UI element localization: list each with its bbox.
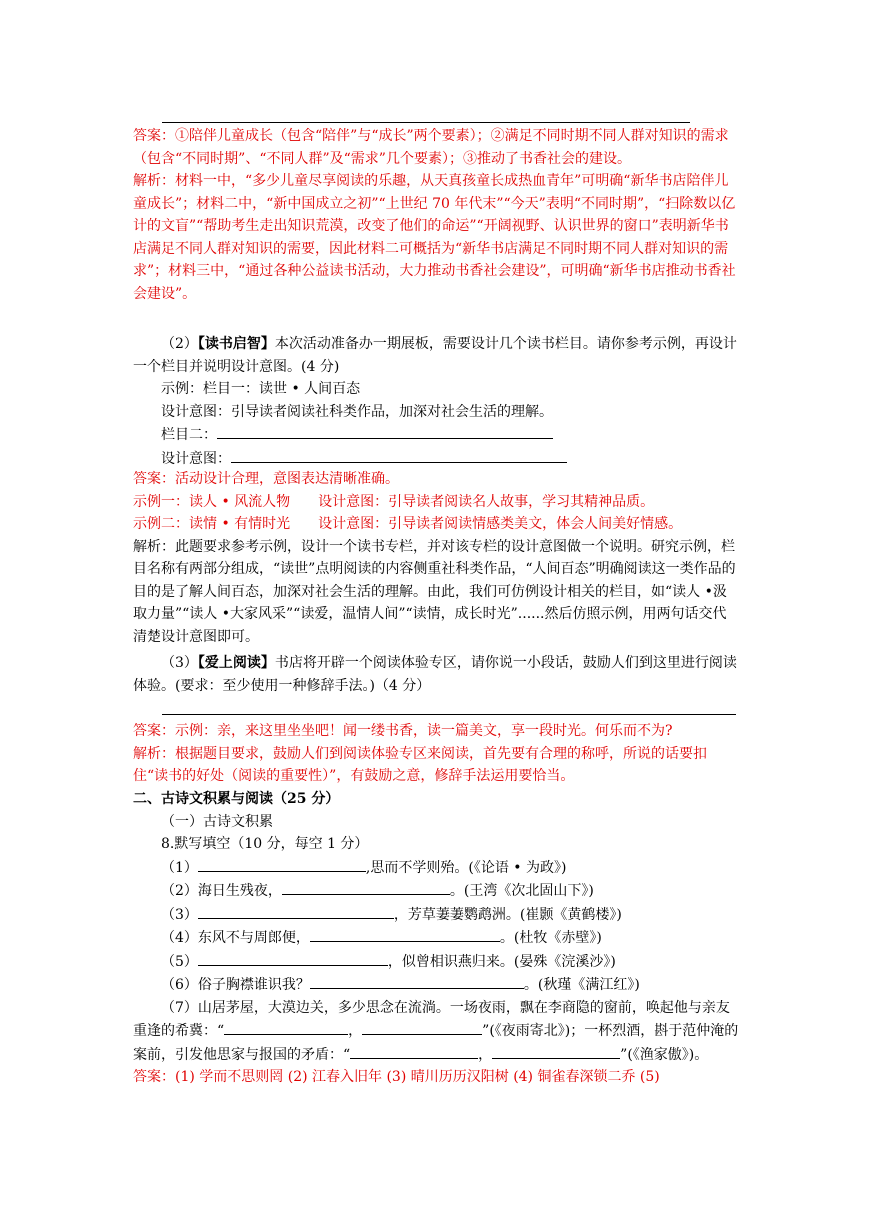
fill-item-7: （7）山居茅屋，大漠边关，多少思念在流淌。一场夜雨，飘在李商隐的窗前，唤起他与亲友重逢的希冀：“ ， ”(《夜雨寄北》)；一杯烈酒，斟于范仲淹的案前，引发他思家与报国的矛盾：“ ， ”(《渔家傲》)。 xyxy=(133,999,739,1063)
question-2-block xyxy=(133,333,739,470)
answer-3-text: 答案：示例：亲，来这里坐坐吧！闻一缕书香，读一篇美文，享一段时光。何乐而不为? xyxy=(133,723,673,739)
question-2-prompt: （2）【读书启智】本次活动准备办一期展板，需要设计几个读书栏目。请你参考示例，再设计一个栏目并说明设计意图。(4 分) xyxy=(133,336,737,375)
column-two-field: 栏目二： xyxy=(133,423,739,447)
answer-line xyxy=(162,122,690,123)
answer-1-block xyxy=(133,125,739,305)
fill-blank-3[interactable] xyxy=(198,903,394,919)
analysis-3-text: 解析：根据题目要求，鼓励人们到阅读体验专区来阅读，首先要有合理的称呼，所说的话要扣住“读书的好处（阅读的重要性）”，有鼓励之意，修辞手法运用要恰当。 xyxy=(133,745,707,784)
question-3-block xyxy=(133,652,739,697)
fill-blank-7d[interactable] xyxy=(492,1043,620,1059)
fill-blank-4[interactable] xyxy=(310,926,500,942)
answer-2-block xyxy=(133,468,739,648)
answer-2-text: 答案：活动设计合理，意图表达清晰准确。 xyxy=(133,471,399,487)
fill-blank-7c[interactable] xyxy=(350,1043,478,1059)
fill-item-3: （3） ，芳草萋萋鹦鹉洲。(崔颢《黄鹤楼》) xyxy=(133,903,739,927)
fill-blank-1[interactable] xyxy=(198,856,366,872)
question-3-prompt: （3）【爱上阅读】书店将开辟一个阅读体验专区，请你说一小段话，鼓励人们到这里进行阅读体验。(要求：至少使用一种修辞手法。)（4 分） xyxy=(133,655,737,694)
analysis-1-text: 解析：材料一中，“多少儿童尽享阅读的乐趣，从天真孩童长成热血青年”可明确“新华书店陪伴儿童成长”；材料二中，“新中国成立之初”“上世纪 70 年代末”“今天”表明“不同时期”，“扫除数以亿计的文盲”“帮助考生走出知识荒漠，改变了他们的命运”“开阔视野、认识世界的窗口”表明新华书店满足不同人群对知识的需要，因此材料二可概括为“新华书店满足不同时期不同人群对知识的需求”；材料三中，“通过各种公益读书活动，大力推动书香社会建设”，可明确“新华书店推动书香社会建设”。 xyxy=(133,173,736,302)
intent-field: 设计意图： xyxy=(133,447,739,471)
answer-3-block xyxy=(133,720,739,788)
fill-blank-7b[interactable] xyxy=(362,1019,482,1035)
fill-item-6: （6）俗子胸襟谁识我？ 。(秋瑾《满江红》) xyxy=(133,973,739,997)
fill-item-2: （2）海日生残夜， 。(王湾《次北固山下》) xyxy=(133,879,739,903)
fill-blank-6[interactable] xyxy=(310,973,524,989)
example-intent: 设计意图：引导读者阅读社科类作品，加深对社会生活的理解。 xyxy=(161,403,553,420)
fill-item-4: （4）东风不与周郎便， 。(杜牧《赤壁》) xyxy=(133,926,739,950)
answer-3-line[interactable] xyxy=(162,714,736,715)
answer-2-example-1: 示例一：读人 • 风流人物 设计意图：引导读者阅读名人故事，学习其精神品质。 xyxy=(133,493,655,510)
section-2-title: 二、古诗文积累与阅读（25 分） xyxy=(133,791,340,807)
question-8-title: 8.默写填空（10 分，每空 1 分） xyxy=(161,836,369,852)
fill-blank-7a[interactable] xyxy=(224,1019,348,1035)
answer-2-example-2: 示例二：读情 • 有情时光 设计意图：引导读者阅读情感类美文，体会人间美好情感。 xyxy=(133,516,683,532)
analysis-2-text: 解析：此题要求参考示例，设计一个读书专栏，并对该专栏的设计意图做一个说明。研究示例，栏目名称有两部分组成，“读世”点明阅读的内容侧重社科类作品，“人间百态”明确阅读这一类作品的目的是了解人间百态，加深对社会生活的理解。由此，我们可仿例设计相关的栏目，如“读人 •汲取力量”“读人 •大家风采”“读爱，温情人间”“读情，成长时光”......然后仿照示例，用两句话交代清楚设计意图即可。 xyxy=(133,538,736,645)
fill-item-5: （5） ，似曾相识燕归来。(晏殊《浣溪沙》) xyxy=(133,950,739,974)
intent-blank[interactable] xyxy=(231,447,567,463)
fill-blank-2[interactable] xyxy=(282,879,450,895)
section-2-block xyxy=(133,788,739,1089)
answer-1-text: 答案：①陪伴儿童成长（包含“陪伴”与“成长”两个要素）；②满足不同时期不同人群对知识的需求（包含“不同时期”、“不同人群”及“需求”几个要素）；③推动了书香社会的建设。 xyxy=(133,128,729,167)
fill-item-1: （1） ,思而不学则殆。(《论语 • 为政》) xyxy=(133,856,739,880)
example-column: 示例：栏目一：读世 • 人间百态 xyxy=(161,381,361,397)
column-two-blank[interactable] xyxy=(217,423,553,439)
answer-8-text: 答案：(1) 学而不思则罔 (2) 江春入旧年 (3) 晴川历历汉阳树 (4) 铜雀春深锁二乔 (5) xyxy=(133,1069,660,1085)
fill-blank-5[interactable] xyxy=(198,950,388,966)
subsection-title: （一）古诗文积累 xyxy=(161,813,273,830)
